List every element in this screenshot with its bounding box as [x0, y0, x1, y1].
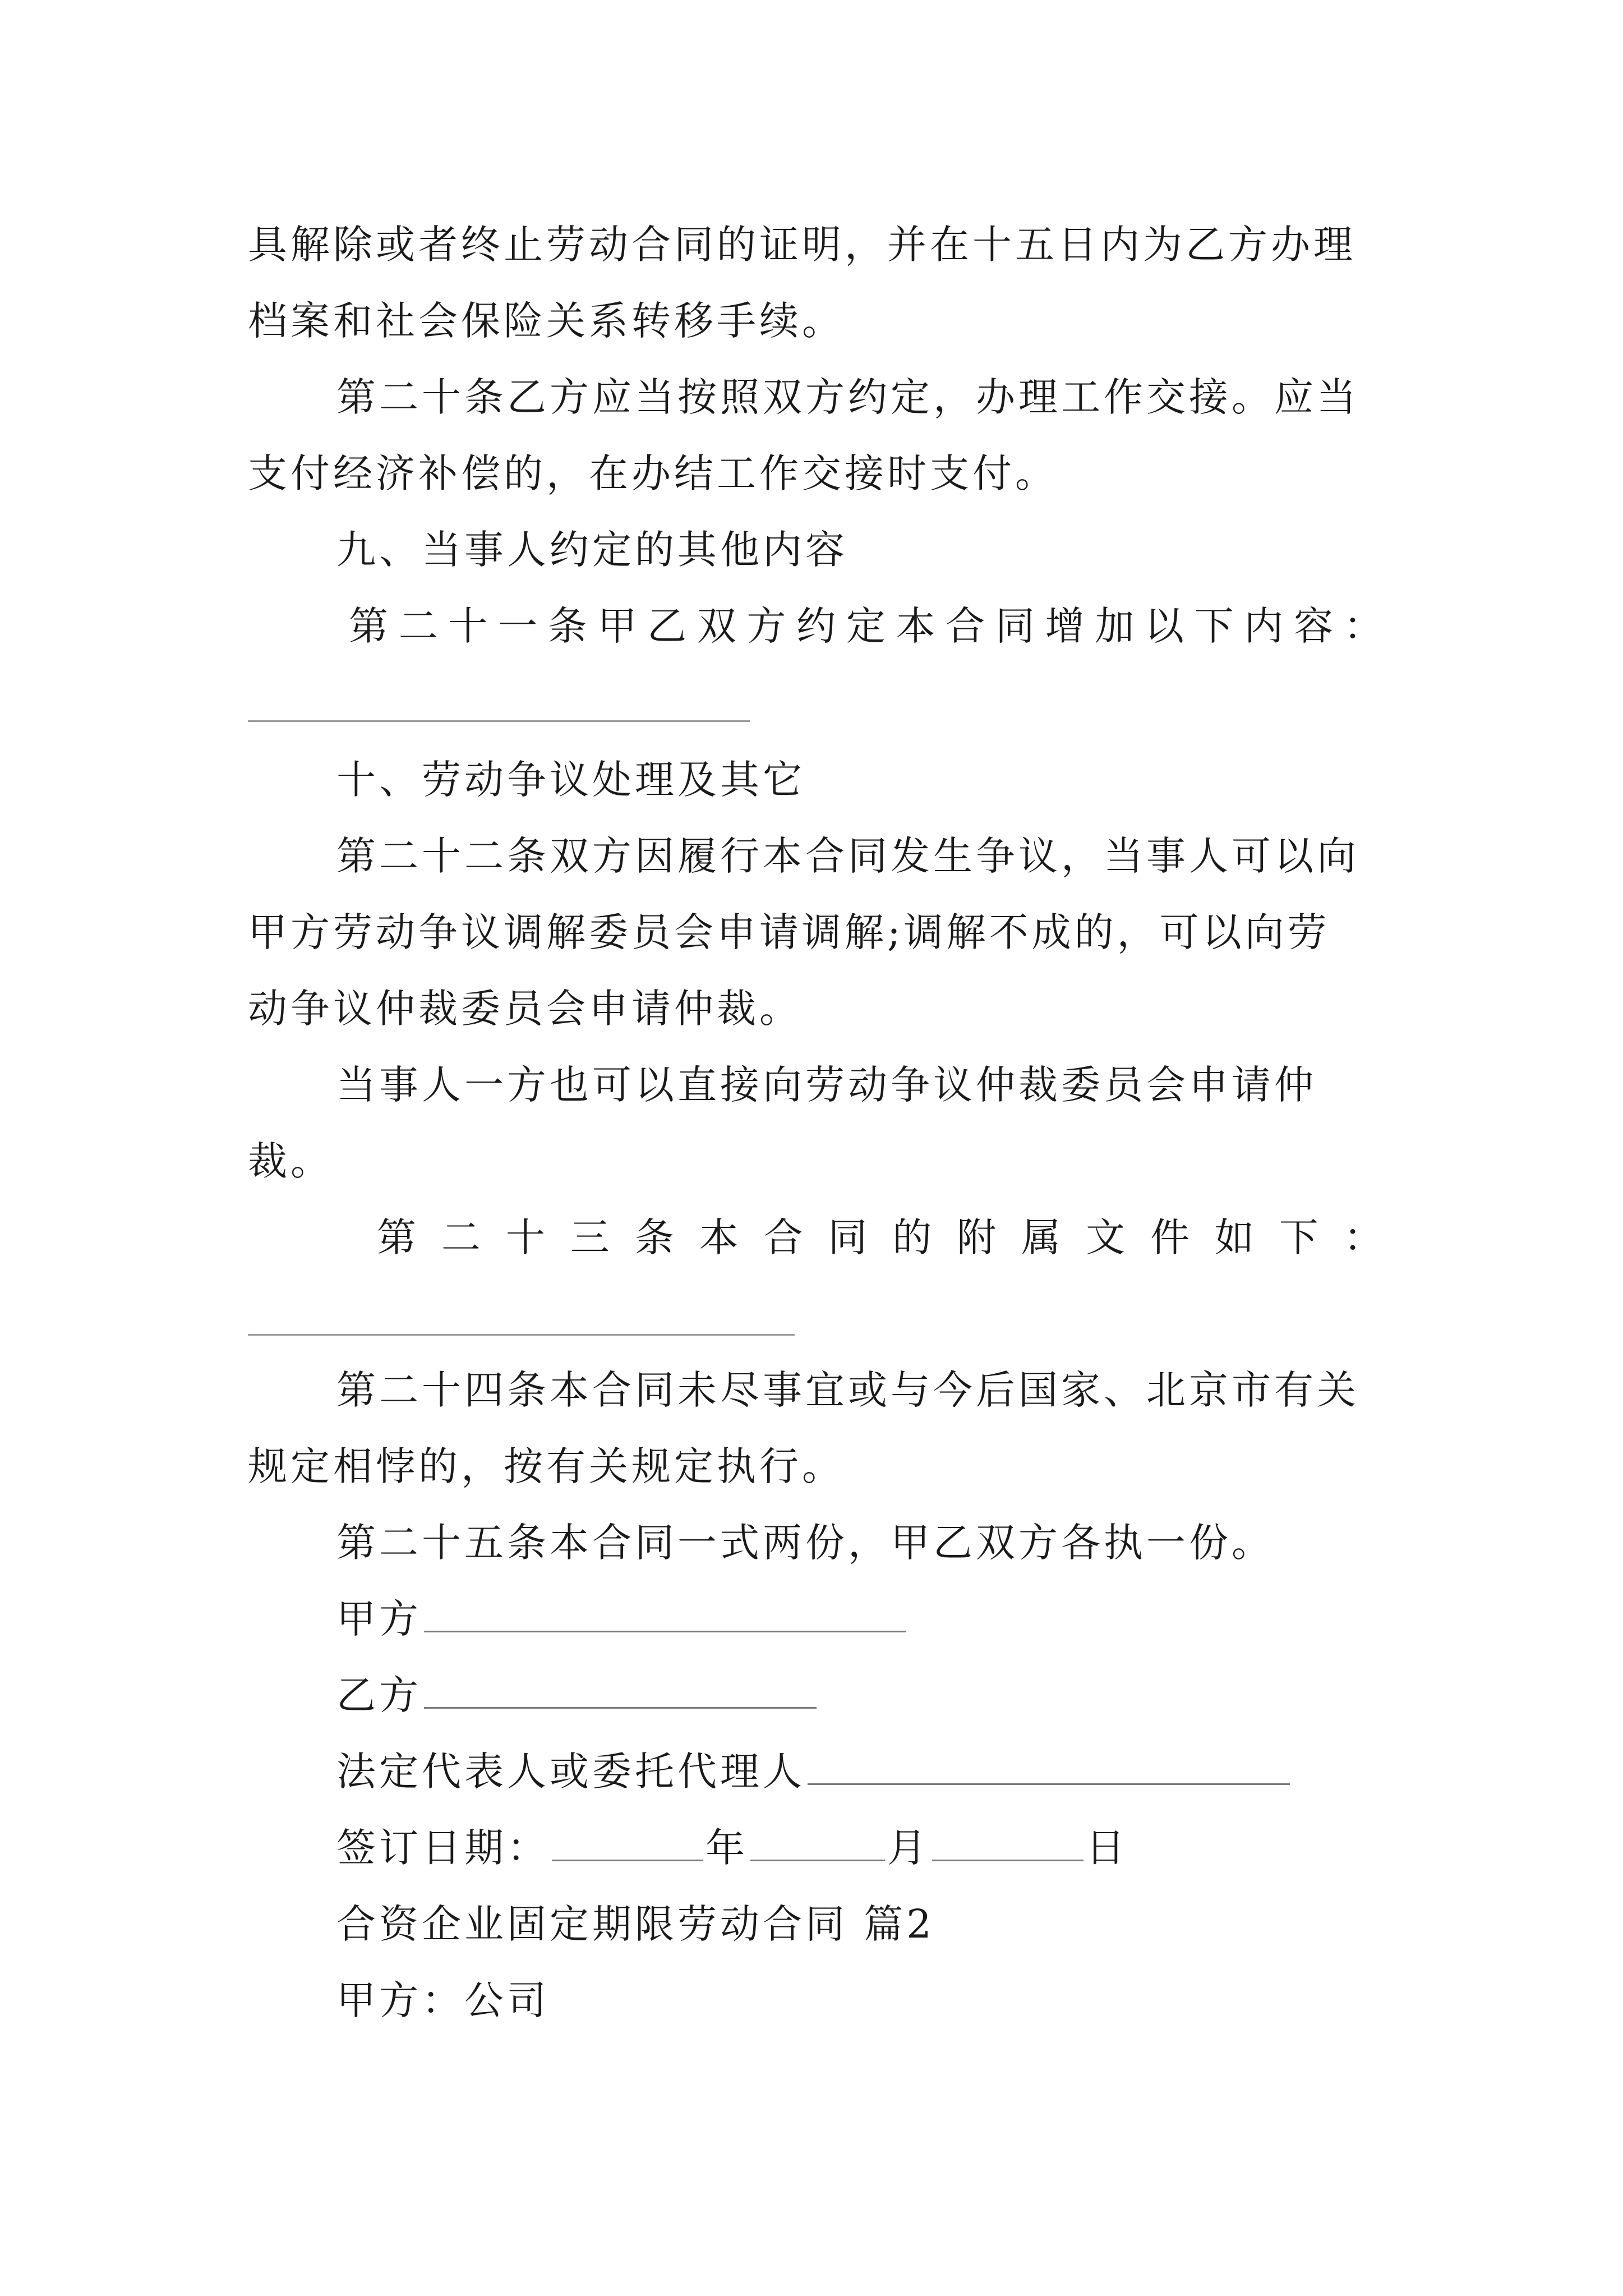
spread-char: 方 — [746, 603, 790, 649]
spread-char: 条 — [547, 603, 591, 649]
spread-char: 十 — [448, 603, 491, 649]
spread-char: 增 — [1045, 603, 1088, 649]
party-a-company: 甲方：公司 — [336, 1977, 550, 2023]
spread-char: 合 — [946, 603, 989, 649]
spread-char: 二 — [398, 603, 441, 649]
party-a-label: 甲方 — [336, 1596, 422, 1642]
spread-char: 第 — [377, 1214, 419, 1260]
spread-char: 合 — [763, 1214, 806, 1260]
spread-char: ： — [1343, 1214, 1386, 1260]
sign-date-label: 签订日期： — [336, 1825, 550, 1871]
spread-char: ： — [1343, 603, 1386, 649]
fill-in-line — [248, 720, 750, 722]
spread-char: 附 — [957, 1214, 1000, 1260]
article-20: 第二十条乙方应当按照双方约定，办理工作交接。应当 — [336, 374, 1359, 420]
spread-char: 下 — [1194, 603, 1237, 649]
signature-party-a — [336, 1591, 1386, 1647]
article-21-spread — [349, 598, 1386, 654]
spread-char: 件 — [1150, 1214, 1193, 1260]
spread-char: 属 — [1021, 1214, 1064, 1260]
article-21 — [349, 598, 1386, 654]
text-line: 裁。 — [248, 1138, 333, 1184]
representative-label: 法定代表人或委托代理人 — [336, 1749, 805, 1795]
representative-blank — [808, 1750, 1290, 1785]
spread-char: 下 — [1279, 1214, 1322, 1260]
text-line: 当事人一方也可以直接向劳动争议仲裁委员会申请仲 — [336, 1062, 1317, 1108]
article-23 — [377, 1209, 1386, 1266]
spread-char: 一 — [498, 603, 541, 649]
text-line: 甲方劳动争议调解委员会申请调解;调解不成的，可以向劳 — [248, 909, 1330, 955]
fill-in-line — [248, 1334, 795, 1336]
spread-char: 以 — [1145, 603, 1187, 649]
sign-date-row — [336, 1820, 1386, 1876]
text-line: 支付经济补偿的，在办结工作交接时支付。 — [248, 450, 1058, 496]
text-line: 具解除或者终止劳动合同的证明，并在十五日内为乙方办理 — [248, 222, 1356, 268]
spread-char: 如 — [1214, 1214, 1257, 1260]
spread-char: 第 — [349, 603, 391, 649]
article-22: 第二十二条双方因履行本合同发生争议，当事人可以向 — [336, 833, 1359, 879]
month-label: 月 — [887, 1825, 930, 1871]
spread-char: 本 — [699, 1214, 742, 1260]
spread-char: 十 — [505, 1214, 548, 1260]
year-label: 年 — [706, 1825, 748, 1871]
spread-char: 的 — [892, 1214, 935, 1260]
spread-char: 甲 — [597, 603, 640, 649]
spread-char: 双 — [697, 603, 740, 649]
party-b-label: 乙方 — [336, 1672, 422, 1718]
spread-char: 约 — [796, 603, 840, 649]
spread-char: 加 — [1095, 603, 1138, 649]
text-line: 规定相悖的，按有关规定执行。 — [248, 1443, 845, 1489]
spread-char: 定 — [846, 603, 889, 649]
spread-char: 二 — [441, 1214, 484, 1260]
article-24: 第二十四条本合同未尽事宜或与今后国家、北京市有关 — [336, 1367, 1359, 1413]
spread-char: 同 — [828, 1214, 871, 1260]
party-a-blank — [424, 1597, 906, 1632]
year-blank — [552, 1826, 703, 1861]
signature-party-b — [336, 1667, 1386, 1723]
text-line: 档案和社会保险关系转移手续。 — [248, 298, 845, 344]
section-heading-10: 十、劳动争议处理及其它 — [336, 757, 805, 803]
party-b-blank — [424, 1673, 817, 1709]
spread-char: 条 — [634, 1214, 677, 1260]
month-blank — [750, 1826, 885, 1861]
spread-char: 文 — [1086, 1214, 1129, 1260]
contract-title-part-2: 合资企业固定期限劳动合同 篇2 — [336, 1901, 935, 1947]
spread-char: 内 — [1244, 603, 1287, 649]
article-25: 第二十五条本合同一式两份，甲乙双方各执一份。 — [336, 1520, 1274, 1566]
spread-char: 乙 — [647, 603, 690, 649]
spread-char: 本 — [896, 603, 939, 649]
spread-char: 同 — [995, 603, 1038, 649]
day-blank — [932, 1826, 1083, 1861]
spread-char: 三 — [570, 1214, 613, 1260]
day-label: 日 — [1086, 1825, 1128, 1871]
section-heading-9: 九、当事人约定的其他内容 — [336, 527, 848, 573]
text-line: 动争议仲裁委员会申请仲裁。 — [248, 986, 802, 1032]
signature-representative — [336, 1743, 1386, 1800]
spread-char: 容 — [1294, 603, 1337, 649]
article-23-spread — [377, 1209, 1386, 1266]
